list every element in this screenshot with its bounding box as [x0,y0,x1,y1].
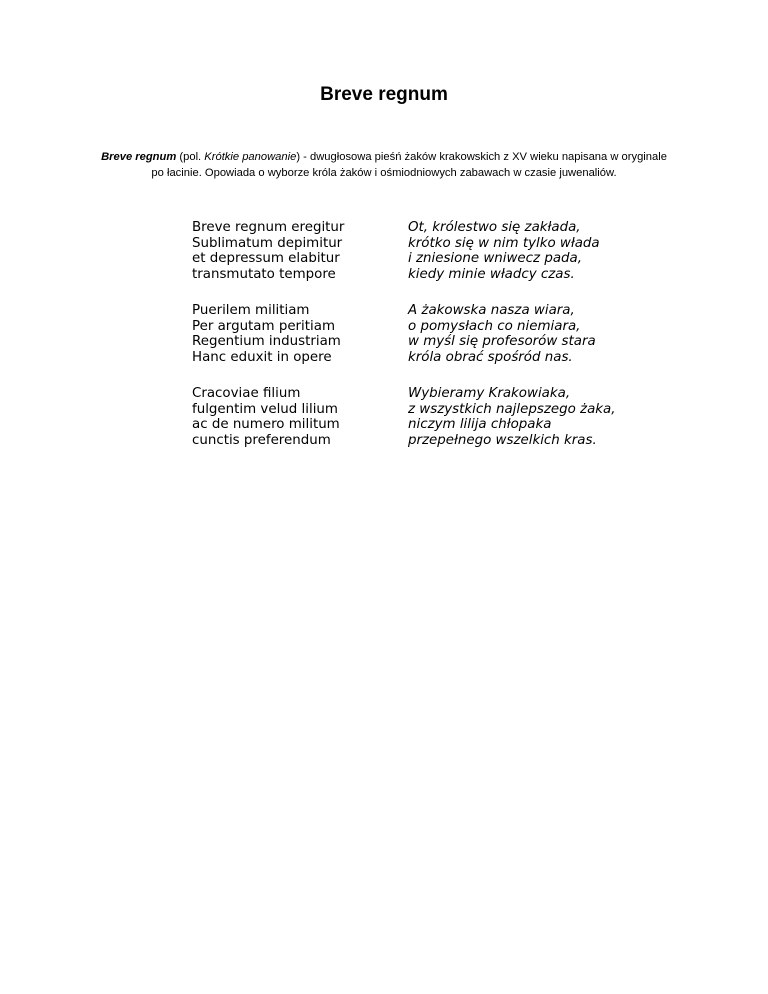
polish-line: i zniesione wniwecz pada, [408,251,582,267]
intro-lead: Breve regnum [101,151,177,163]
latin-line: Hanc eduxit in opere [192,349,332,365]
page-title: Breve regnum [320,84,448,105]
polish-line: przepełnego wszelkich kras. [408,432,597,448]
intro-rest: ) - dwugłosowa pieśń żaków krakowskich z XV wieku napisana w oryginale po łacinie. Opowiada o wyborze króla żaków i ośmiodniowych zabawach w czasie juwenaliów. [151,151,667,179]
latin-line: transmutato tempore [192,266,336,282]
latin-line: Puerilem militiam [192,303,310,318]
polish-line: krótko się w nim tylko włada [408,235,600,251]
polish-column [408,303,678,365]
polish-line: z wszystkich najlepszego żaka, [408,401,616,417]
latin-line: fulgentim velud lilium [192,401,338,417]
latin-line: Breve regnum eregitur [192,220,345,235]
intro-alt-name: Krótkie panowanie [204,151,297,163]
polish-line: A żakowska nasza wiara, [408,303,575,318]
intro-paragraph [96,149,672,181]
polish-line: Ot, królestwo się zakłada, [408,220,581,235]
latin-line: Per argutam peritiam [192,318,336,334]
polish-line: króla obrać spośród nas. [408,349,573,365]
polish-line: niczym lilija chłopaka [408,417,552,433]
polish-column [408,386,678,448]
polish-line: w myśl się profesorów stara [408,334,596,350]
polish-column [408,220,678,282]
polish-line: Wybieramy Krakowiaka, [408,386,571,401]
latin-line: ac de numero militum [192,417,340,433]
latin-column [192,386,392,448]
latin-line: Cracoviae filium [192,386,301,401]
latin-line: et depressum elabitur [192,251,340,267]
polish-line: kiedy minie władcy czas. [408,266,575,282]
intro-open-paren: (pol. [176,151,205,163]
latin-line: Regentium industriam [192,334,341,350]
latin-column [192,220,392,282]
latin-line: cunctis preferendum [192,432,331,448]
latin-line: Sublimatum depimitur [192,235,343,251]
latin-column [192,303,392,365]
polish-line: o pomysłach co niemiara, [408,318,581,334]
